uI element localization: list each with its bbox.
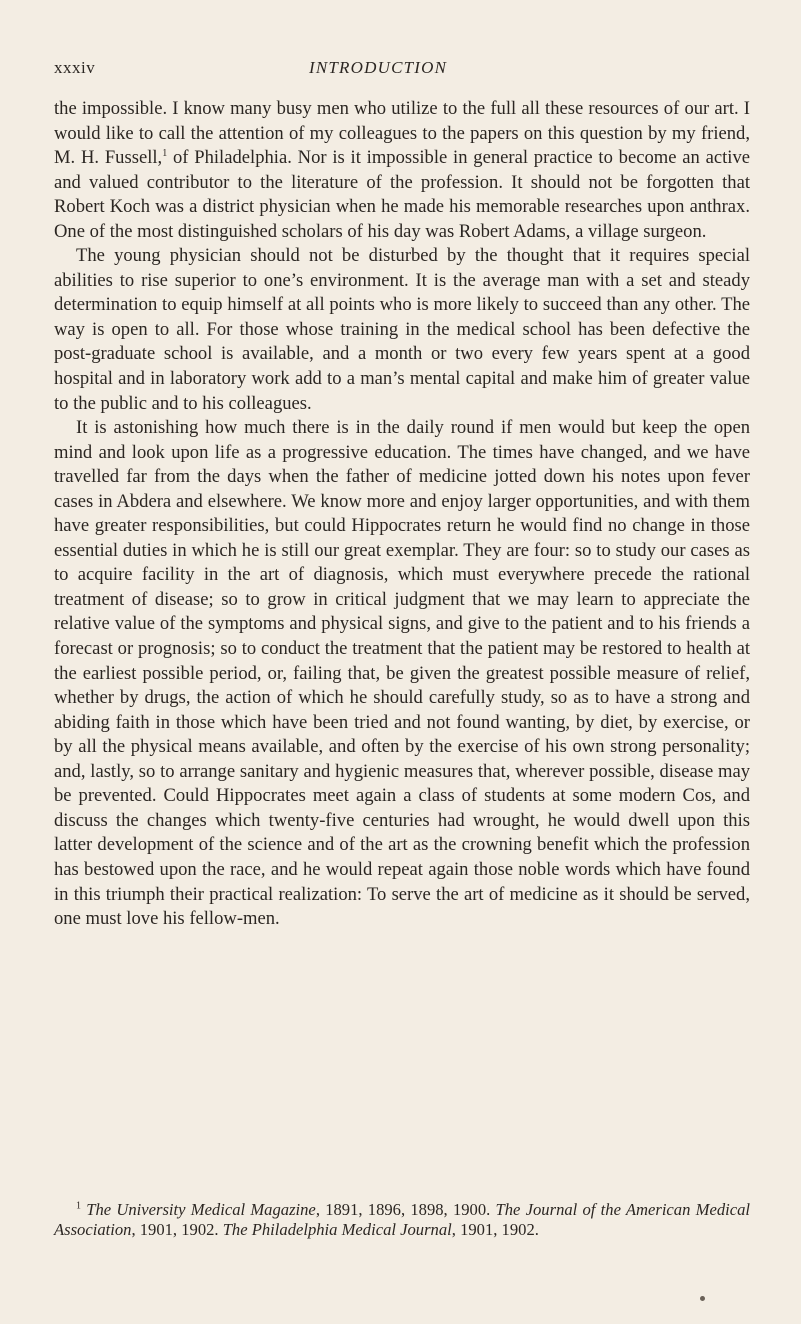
paragraph-1-text: the impossible. I know many busy men who utilize to the full all these resources of our art. I would like to call the attention of my colleagues to the papers on this question by my friend, M. H. Fussell, (54, 98, 750, 169)
footnote-years-2: , 1901, 1902. (131, 1220, 223, 1239)
footnote-title-3: The Philadelphia Medical Journal (222, 1220, 452, 1239)
footnote-marker: 1 (76, 1200, 81, 1212)
footnote-title-1: The University Medical Magazine (86, 1200, 316, 1219)
footnote-reference: 1 (162, 147, 168, 159)
footnote-years-3: , 1901, 1902. (451, 1220, 539, 1239)
footnote-years-1: , 1891, 1896, 1898, 1900. (315, 1200, 496, 1219)
page-number: xxxiv (54, 58, 96, 77)
paragraph-1 (54, 97, 750, 244)
paragraph-2: The young physician should not be disturbed by the thought that it requires special abilities to rise superior to one’s environment. It is the average man with a set and steady determination to equip himself at all points who is more likely to succeed than any other. The way is open to all. For those whose training in the medical school has been defective the post-graduate school is available, and a month or two every few years spent at a good hospital and in laboratory work add to a man’s mental capital and make him of greater value to the public and to his colleagues. (54, 245, 750, 414)
paragraph-1-text-continued: of Philadelphia. Nor is it impossible in general practice to become an active and valued contributor to the literature of the profession. It should not be forgotten that Robert Koch was a district physician when he made his memorable researches upon anthrax. One of the most distinguished scholars of his day was Robert Adams, a village surgeon. (54, 147, 750, 242)
running-head (54, 58, 747, 82)
running-title: INTRODUCTION (309, 58, 448, 77)
paragraph-3: It is astonishing how much there is in the daily round if men would but keep the open mind and look upon life as a progressive education. The times have changed, and we have travelled far from the days when the father of medicine jotted down his notes upon fever cases in Abdera and elsewhere. We know more and enjoy larger opportunities, and with them have greater responsibilities, but could Hippocrates return he would find no change in those essential duties in which he is still our great exemplar. They are four: so to study our cases as to acquire facility in the art of diagnosis, which must everywhere precede the rational treatment of disease; so to grow in critical judgment that we may learn to appreciate the relative value of the symptoms and physical signs, and give to the patient and to his friends a forecast or prognosis; so to conduct the treatment that the patient may be restored to health at the earliest possible period, or, failing that, be given the greatest possible measure of relief, whether by drugs, the action of which he should carefully study, so as to have a strong and abiding faith in those which have been tried and not found wanting, by diet, by exercise, or by all the physical means available, and often by the exercise of his own strong personality; and, lastly, so to arrange sanitary and hygienic measures that, wherever possible, disease may be prevented. Could Hippocrates meet again a class of students at some modern Cos, and discuss the changes which twenty-five centuries had wrought, he would dwell upon this latter development of the science and of the art as the crowning benefit which the profession has bestowed upon the race, and he would repeat again those noble words which have found in this triumph their practical realization: To serve the art of medicine as it should be served, one must love his fellow-men. (54, 417, 750, 930)
body-text (54, 97, 750, 932)
footnote (54, 1200, 750, 1240)
footnote-title-2: The Journal of the American Medical Association (54, 1200, 750, 1239)
ink-spot (700, 1296, 705, 1301)
